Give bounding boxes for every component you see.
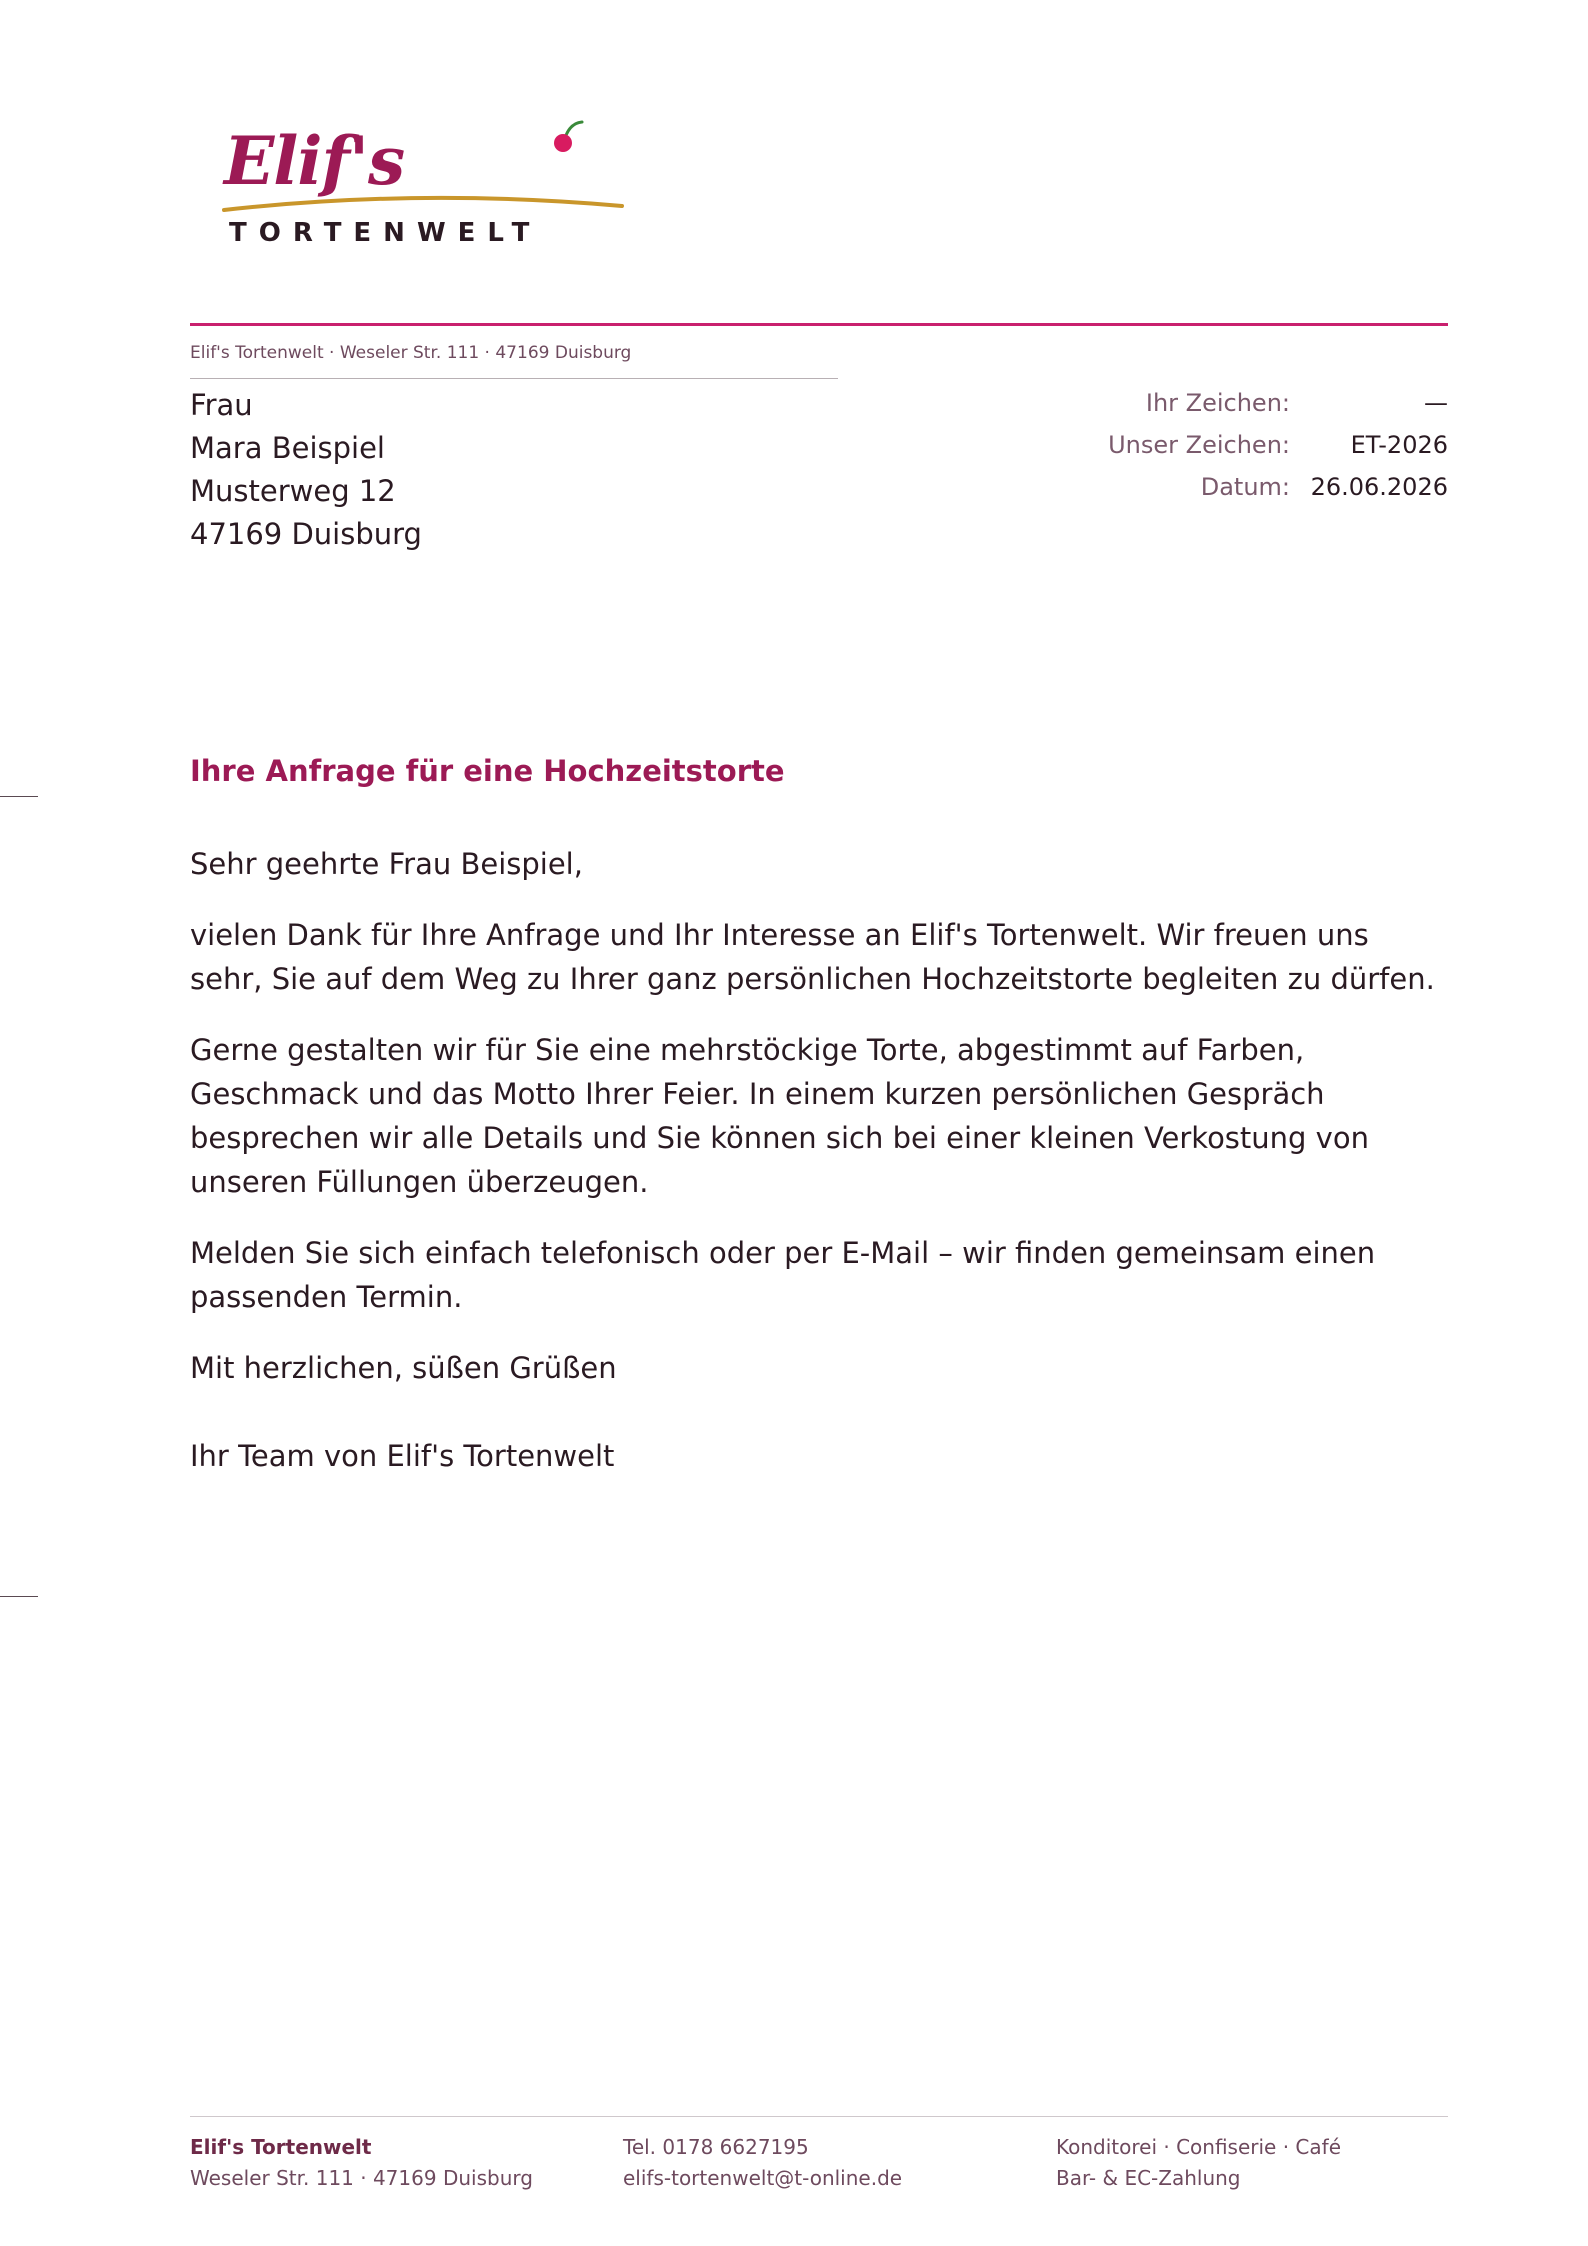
footer-rule (190, 2116, 1448, 2117)
letter-body (190, 842, 1450, 1505)
recipient-address (190, 384, 422, 556)
meta-row (1060, 466, 1448, 508)
sender-rule (190, 378, 838, 379)
cherry-icon (554, 134, 572, 152)
letter-subject: Ihre Anfrage für eine Hochzeitstorte (190, 754, 785, 788)
recipient-city: 47169 Duisburg (190, 517, 422, 551)
logo-script-text: Elif's (224, 122, 405, 200)
recipient-street: Musterweg 12 (190, 474, 396, 508)
recipient-name: Mara Beispiel (190, 431, 385, 465)
fold-mark-top (0, 796, 38, 797)
logo-subtitle: TORTENWELT (229, 218, 542, 248)
footer-contact (623, 2132, 902, 2194)
footer-payment: Bar- & EC-Zahlung (1056, 2166, 1241, 2190)
meta-value: ET-2026 (1350, 431, 1448, 459)
footer-company-name: Elif's Tortenwelt (190, 2135, 372, 2159)
meta-row (1060, 382, 1448, 424)
footer-email: elifs-tortenwelt@t-online.de (623, 2166, 903, 2190)
letter-paragraph: Gerne gestalten wir für Sie eine mehrstöckige Torte, abgestimmt auf Farben, Geschmack und das Motto Ihrer Feier. In einem kurzen persönlichen Gespräch besprechen wir alle Details und Sie können sich bei einer kleinen Verkostung von unseren Füllungen überzeugen. (190, 1033, 1369, 1199)
recipient-salutation: Frau (190, 388, 253, 422)
letter-paragraph: vielen Dank für Ihre Anfrage und Ihr Interesse an Elif's Tortenwelt. Wir freuen uns sehr, Sie auf dem Weg zu Ihrer ganz persönlichen Hochzeitstorte begleiten zu dürfen. (190, 918, 1435, 996)
letter-paragraph: Melden Sie sich einfach telefonisch oder per E-Mail – wir finden gemeinsam einen passenden Termin. (190, 1236, 1376, 1314)
meta-row (1060, 424, 1448, 466)
meta-label: Ihr Zeichen: (1145, 389, 1290, 417)
footer-company (190, 2132, 533, 2194)
fold-mark-bottom (0, 1596, 38, 1597)
sender-return-line: Elif's Tortenwelt · Weseler Str. 111 · 47169 Duisburg (190, 343, 632, 363)
footer-services (1056, 2132, 1341, 2194)
header-rule (190, 323, 1448, 326)
footer-services-list: Konditorei · Confiserie · Café (1056, 2135, 1341, 2159)
meta-value: 26.06.2026 (1310, 473, 1448, 501)
reference-block (1060, 382, 1448, 508)
footer-phone: Tel. 0178 6627195 (623, 2135, 809, 2159)
meta-label: Datum: (1200, 473, 1290, 501)
letter-signature: Ihr Team von Elif's Tortenwelt (190, 1439, 615, 1473)
meta-label: Unser Zeichen: (1108, 431, 1290, 459)
footer-company-address: Weseler Str. 111 · 47169 Duisburg (190, 2166, 533, 2190)
letter-closing: Mit herzlichen, süßen Grüßen (190, 1351, 617, 1385)
meta-value: — (1424, 389, 1448, 417)
letter-salutation: Sehr geehrte Frau Beispiel, (190, 847, 583, 881)
